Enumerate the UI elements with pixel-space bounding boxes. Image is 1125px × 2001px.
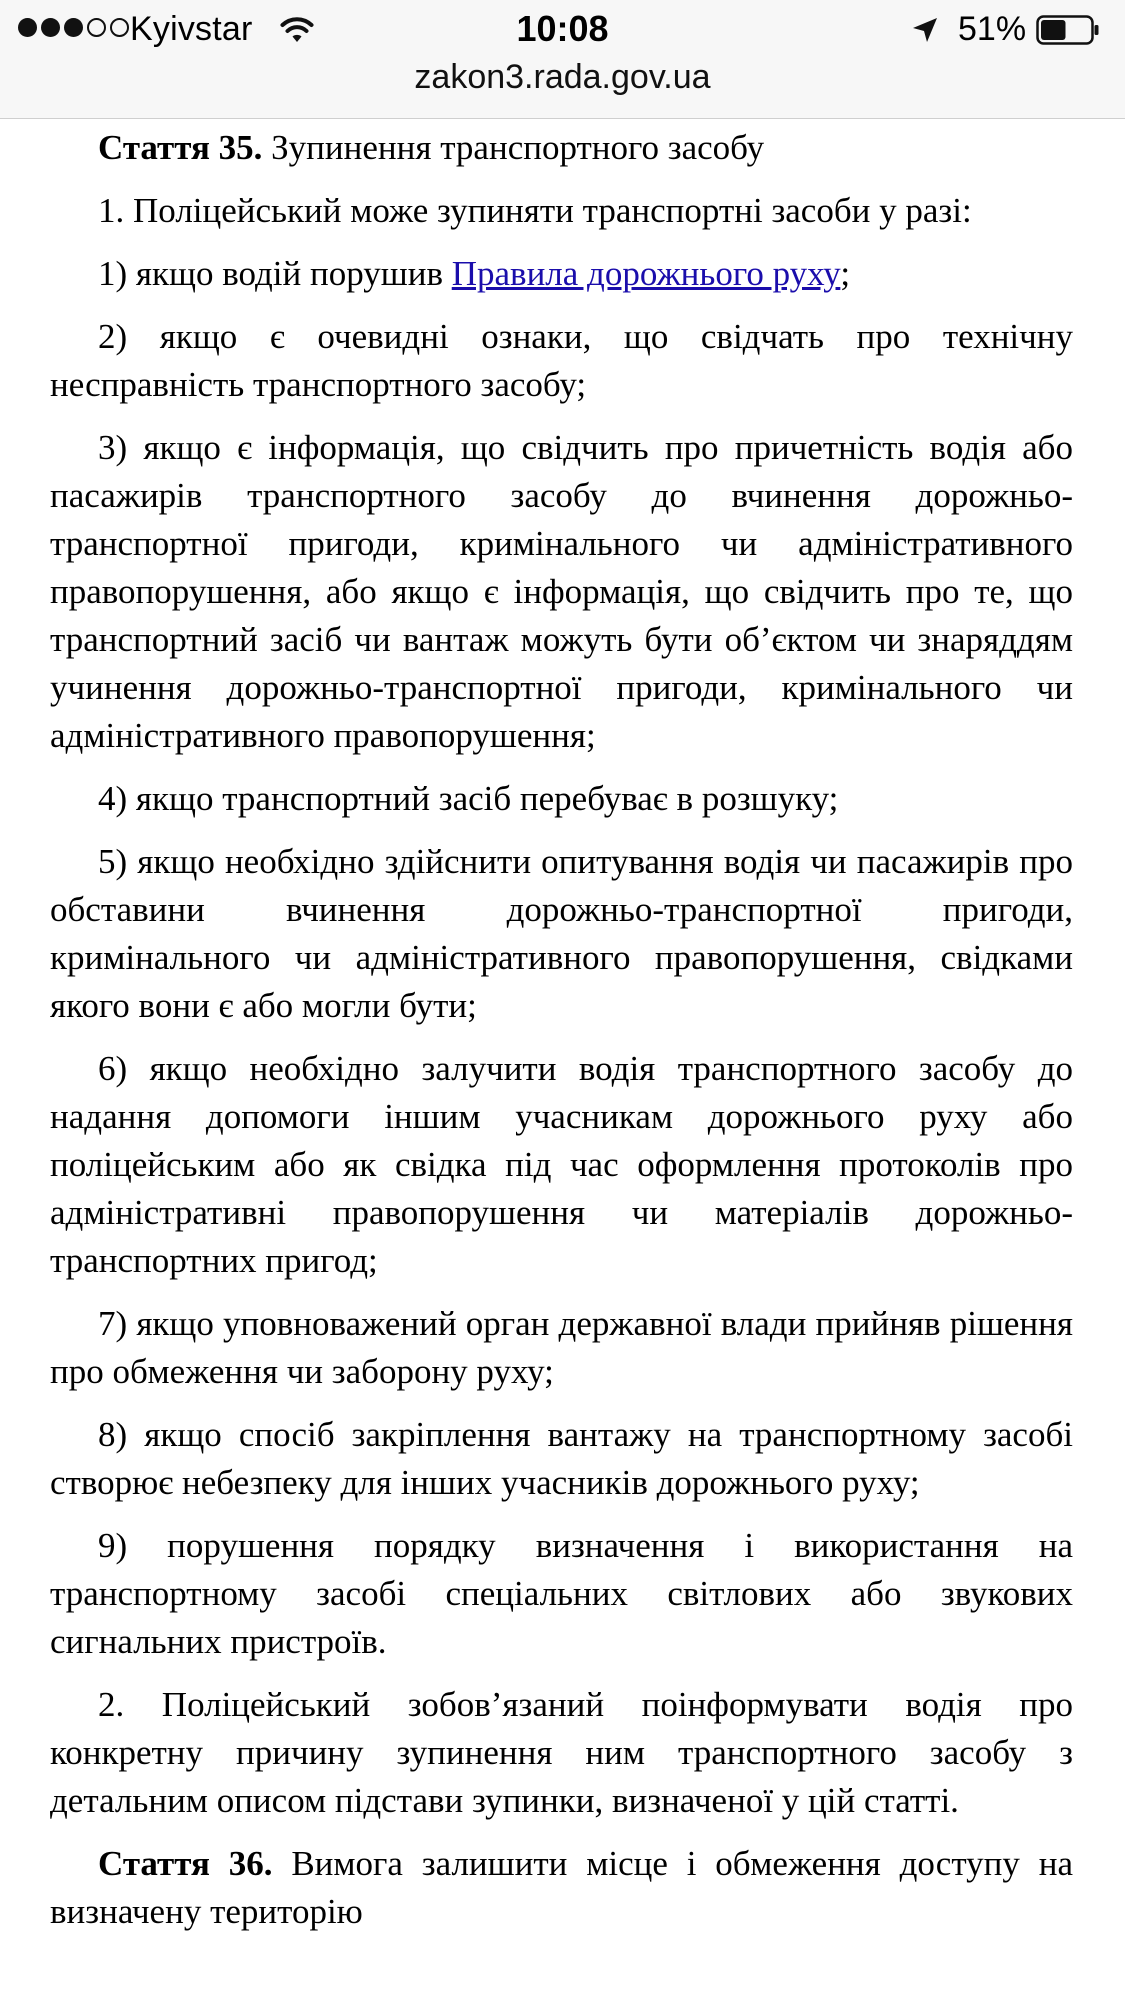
item-5: 5) якщо необхідно здійснити опитування водія чи пасажирів про обставини вчинення дорожньо-транспортної пригоди, кримінального чи адміністративного правопорушення, свідками якого вони є або могли бути; <box>50 842 1073 1025</box>
article-36-label: Стаття 36. <box>98 1844 273 1883</box>
clock: 10:08 <box>516 8 609 49</box>
article-36-heading <box>50 1840 1073 1936</box>
item-1-text: 1) якщо водій порушив <box>98 254 452 293</box>
address-bar-url[interactable]: zakon3.rada.gov.ua <box>414 58 711 96</box>
location-arrow-icon <box>910 15 940 45</box>
item-8: 8) якщо спосіб закріплення вантажу на транспортному засобі створює небезпеку для інших учасників дорожнього руху; <box>50 1415 1073 1502</box>
article-35-title: Зупинення транспортного засобу <box>262 128 765 167</box>
browser-chrome <box>0 0 1125 119</box>
article-36-title: Вимога залишити місце і обмеження доступу на визначену територію <box>50 1844 1073 1931</box>
article-35-heading <box>50 124 1073 172</box>
item-9: 9) порушення порядку визначення і використання на транспортному засобі спеціальних світлових або звукових сигнальних пристроїв. <box>50 1526 1073 1661</box>
item-4: 4) якщо транспортний засіб перебуває в розшуку; <box>98 779 839 818</box>
item-6: 6) якщо необхідно залучити водія транспортного засобу до надання допомоги іншим учасникам дорожнього руху або поліцейським або як свідка під час оформлення протоколів про адміністративні правопорушення чи матеріалів дорожньо-транспортних пригод; <box>50 1049 1073 1280</box>
battery-percent: 51% <box>958 10 1027 48</box>
article-body <box>50 124 1073 1951</box>
item-1-suffix: ; <box>840 254 851 293</box>
article-35-label: Стаття 35. <box>98 128 263 167</box>
status-bar <box>0 0 1125 60</box>
item-2: 2) якщо є очевидні ознаки, що свідчать про технічну несправність транспортного засобу; <box>50 317 1073 404</box>
traffic-rules-link[interactable]: Правила дорожнього руху <box>451 254 841 293</box>
paragraph-2: 2. Поліцейський зобов’язаний поінформувати водія про конкретну причину зупинення ним транспортного засобу з детальним описом підстави зупинки, визначеної у цій статті. <box>50 1685 1073 1820</box>
battery-icon <box>1036 15 1100 45</box>
item-3: 3) якщо є інформація, що свідчить про причетність водія або пасажирів транспортного засобу до вчинення дорожньо-транспортної пригоди, кримінального чи адміністративного правопорушення, або якщо є інформація, що свідчить про те, що транспортний засіб чи вантаж можуть бути об’єктом чи знаряддям учинення дорожньо-транспортної пригоди, кримінального чи адміністративного правопорушення; <box>50 428 1073 755</box>
item-7: 7) якщо уповноважений орган державної влади прийняв рішення про обмеження чи заборону руху; <box>50 1304 1073 1391</box>
paragraph-1: 1. Поліцейський може зупиняти транспортні засоби у разі: <box>98 191 972 230</box>
carrier-name: Kyivstar <box>130 10 253 48</box>
item-1 <box>50 250 1073 298</box>
